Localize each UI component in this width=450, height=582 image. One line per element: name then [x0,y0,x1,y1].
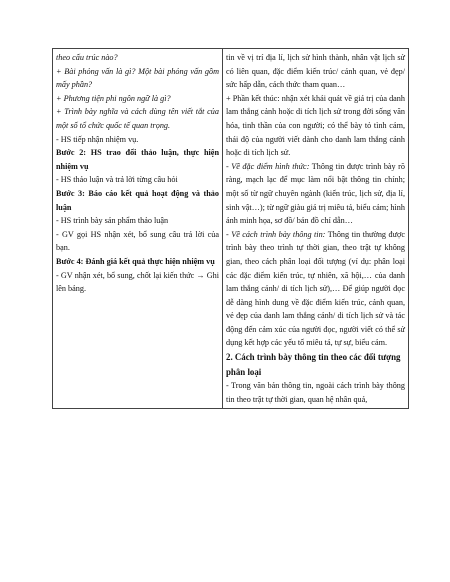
left-line: - HS thảo luận và trả lời từng câu hỏi [56,175,178,185]
left-line: + Phương tiện phi ngôn ngữ là gì? [56,93,171,103]
paragraph-text: Thông tin được trình bày rõ ràng, mạch lạc để mục làm nổi bật thông tin chính; một số từ ngữ chuyên ngành (kiến trúc, lịch sử, địa lí, sinh vật…); từ ngữ giàu giá trị miêu tả, biểu cảm; hình ảnh minh họa, sơ đồ/ bản đồ chỉ dẫn… [226,161,405,226]
right-paragraph: - Trong văn bản thông tin, ngoài cách trình bày thông tin theo trật tự thời gian, quan hệ nhân quả, [226,381,405,404]
section-heading: 2. Cách trình bày thông tin theo các đối tượng phân loại [226,352,401,377]
right-column-cell [223,49,409,409]
left-line: - GV nhận xét, bổ sung, chốt lại kiến thức → Ghi lên bảng. [56,270,219,294]
right-paragraph: tin về vị trí địa lí, lịch sử hình thành, nhân vật lịch sử có liên quan, đặc điểm kiến trúc/ cảnh quan, vẻ đẹp/ sức hấp dẫn, cách thức tham quan… [226,53,405,90]
step-heading: Bước 4: Đánh giá kết quả thực hiện nhiệm vụ [56,256,215,266]
left-line: + Bài phỏng vấn là gì? Một bài phỏng vấn gồm mấy phần? [56,66,219,90]
right-paragraph [226,160,405,228]
left-line: - GV gọi HS nhận xét, bổ sung câu trả lời của bạn. [56,229,219,253]
lesson-table [52,48,409,409]
left-column-cell [53,49,223,409]
step-heading: Bước 3: Báo cáo kết quả hoạt động và thảo luận [56,188,219,212]
right-paragraph [226,228,405,350]
left-line: + Trình bày nghĩa và cách dùng tên viết tắt của một số tổ chức quốc tế quan trọng. [56,107,219,130]
paragraph-label: - Về đặc điểm hình thức: [226,161,310,171]
table-row [53,49,409,409]
paragraph-text: Thông tin thường được trình bày theo trình tự thời gian, theo trật tự không gian, theo cách phân loại đối tượng (ví dụ: phân loại các đặc điểm kiến trúc, tự nhiên, xã hội,… của danh lam thắng cảnh/ di tích lịch sử),… Để giúp người đọc dễ dàng hình dung về đặc điểm kiến trúc, cảnh quan, vẻ đẹp của danh lam thắng cảnh/ di tích lịch sử và tác động đến cảm xúc của người đọc, người viết có thể sử dụng kết hợp các yếu tố miêu tả, tự sự, biểu cảm. [226,229,405,348]
left-line: - HS trình bày sản phẩm thảo luận [56,216,169,226]
left-line: theo cấu trúc nào? [56,53,118,62]
right-paragraph: + Phần kết thúc: nhận xét khái quát về giá trị của danh lam thắng cảnh hoặc di tích lịch sử trong đời sống văn hóa, tinh thần của con người; có thể bày tỏ tình cảm, thái độ của người viết dành cho danh lam thắng cảnh hoặc di tích lịch sử. [226,93,405,158]
step-heading: Bước 2: HS trao đổi thảo luận, thực hiện nhiệm vụ [56,148,219,171]
paragraph-label: - Về cách trình bày thông tin: [226,229,326,239]
left-line: - HS tiếp nhận nhiệm vụ. [56,134,139,144]
